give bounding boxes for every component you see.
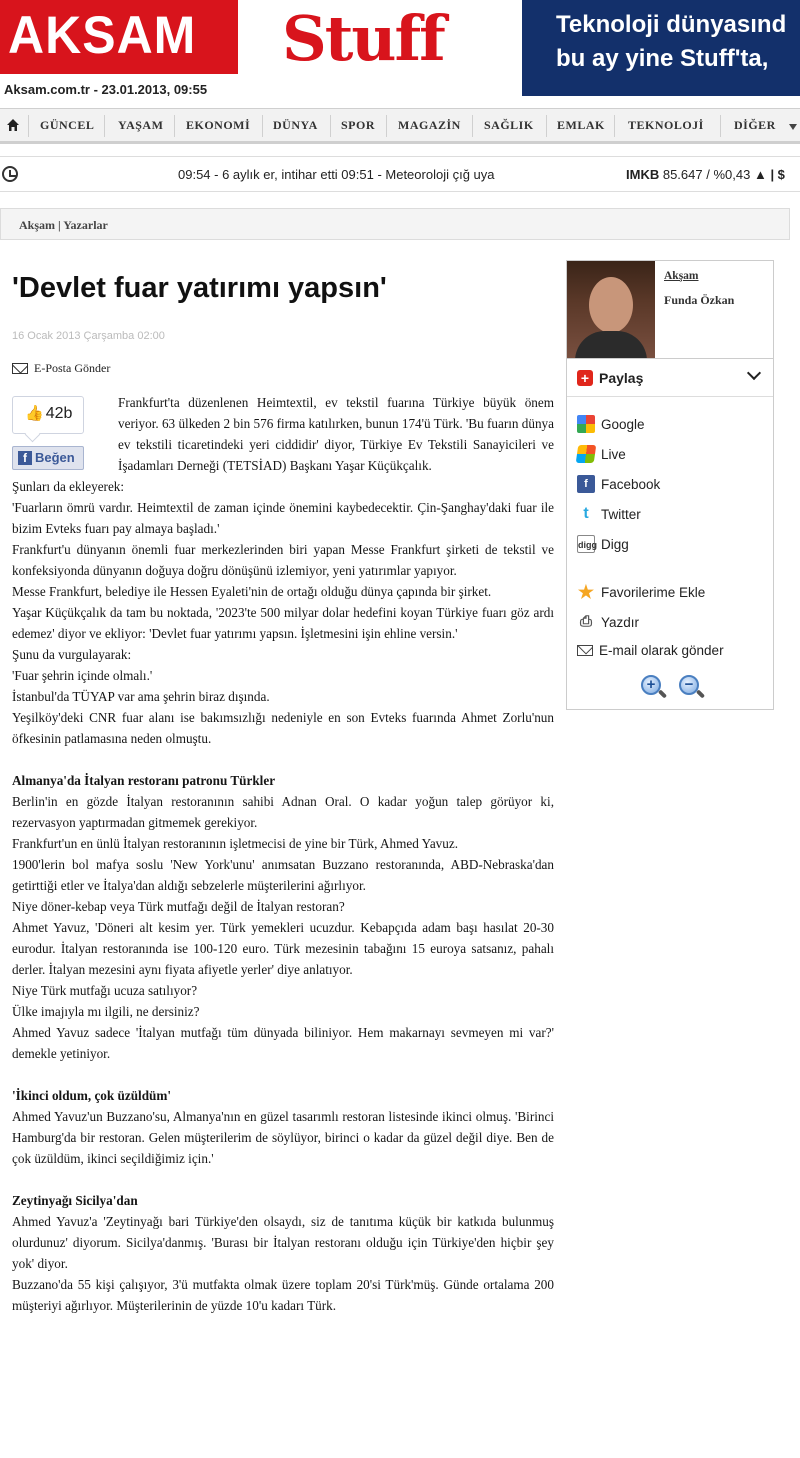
paragraph: Berlin'in en gözde İtalyan restoranının sahibi Adnan Oral. O kadar yoğun talep görüyor ki, rezervasyon yaptırmadan gitmemek gerekiyor. <box>12 794 554 830</box>
nav-divider <box>330 115 331 137</box>
nav-divider <box>28 115 29 137</box>
nav-item-magazin[interactable]: MAGAZİN <box>398 118 461 132</box>
imkb-label: IMKB <box>626 167 660 182</box>
promo-line-2: bu ay yine Stuff'ta, <box>556 45 769 72</box>
section-heading: Zeytinyağı Sicilya'dan <box>12 1193 138 1208</box>
action-label: Yazdır <box>601 614 640 630</box>
facebook-icon: f <box>18 451 32 465</box>
share-item-label: Facebook <box>601 476 661 492</box>
section-heading: 'İkinci oldum, çok üzüldüm' <box>12 1088 172 1103</box>
email-share-link[interactable] <box>577 643 724 658</box>
share-item-label: Digg <box>601 536 629 552</box>
author-card[interactable] <box>566 260 774 360</box>
nav-item-guncel[interactable]: GÜNCEL <box>40 118 95 132</box>
paragraph: Yaşar Küçükçalık da tam bu noktada, '2023'te 500 milyar dolar hedefini koyan Türkiye fuarı göz ardı edemez' diyor ve ekliyor: 'Devlet fuar yatırımı yapsın. İşletmesini işin ehline versin.' <box>12 605 554 641</box>
promo-line-1: Teknoloji dünyasınd <box>556 11 787 38</box>
paragraph: İstanbul'da TÜYAP var ama şehrin biraz dışında. <box>12 689 270 704</box>
paragraph: 'Fuar şehrin içinde olmalı.' <box>12 668 153 683</box>
plus-icon: + <box>577 370 593 386</box>
nav-divider <box>614 115 615 137</box>
trend-up-icon: ▲ <box>753 167 767 182</box>
section-heading: Almanya'da İtalyan restoranı patronu Türkler <box>12 773 276 788</box>
zoom-in-icon: + <box>641 675 661 695</box>
stuff-ad-logo[interactable]: Stuff <box>282 2 444 75</box>
article-title: 'Devlet fuar yatırımı yapsın' <box>12 272 387 304</box>
stuff-promo-banner[interactable] <box>522 0 800 96</box>
paragraph: Ahmed Yavuz'un Buzzano'su, Almanya'nın en güzel tasarımlı restoran listesinde ikinci olmuş. 'Birinci Hamburg'da bir restoran. Gelen müşterilerim de söylüyor, birinci o kadar da güzel değil diye. Ben de çok üzüldüm, ikinci seçildiğimiz için.' <box>12 1109 554 1166</box>
paragraph: Frankfurt'un en ünlü İtalyan restoranının işletmecisi de yine bir Türk, Ahmed Yavuz. <box>12 836 459 851</box>
share-item-label: Live <box>601 446 626 462</box>
print-link[interactable] <box>577 613 639 631</box>
site-date-line: Aksam.com.tr - 23.01.2013, 09:55 <box>4 82 208 97</box>
paragraph: Niye Türk mutfağı ucuza satılıyor? <box>12 983 198 998</box>
zoom-out-icon: − <box>679 675 699 695</box>
imkb-quote <box>626 167 785 182</box>
nav-item-spor[interactable]: SPOR <box>341 118 376 132</box>
google-icon <box>577 415 595 433</box>
paragraph: Frankfurt'u dünyanın önemli fuar merkezlerinden biri yapan Messe Frankfurt şirketi de tekstil ve konfeksiyonda dünyanın doğuya doğru dönüşünü izlemiyor, yeni yatırımlar yapıyor. <box>12 542 554 578</box>
share-google[interactable] <box>577 415 645 433</box>
paragraph: Frankfurt'ta düzenlenen Heimtextil, ev tekstil fuarına Türkiye büyük önem veriyor. 63 ülkeden 2 bin 576 firma katılırken, bunun 174'ü Türk. 'Bu fuarın dünya ev tekstili ticaretindeki yeri ciddidir' diyor, Türkiye Ev Tekstili Sanayicileri ve İşadamları Derneği (TETSİAD) Başkanı Yaşar Küçükçalık. <box>118 395 554 473</box>
envelope-icon <box>577 645 593 656</box>
paragraph: Şunu da vurgulayarak: <box>12 647 132 662</box>
action-label: Favorilerime Ekle <box>601 584 706 600</box>
author-shoulders <box>575 331 647 361</box>
windows-live-icon <box>576 445 597 463</box>
paragraph: Ahmed Yavuz'a 'Zeytinyağı bari Türkiye'den olsaydı, siz de tanıtıma küçük bir katkıda bulunmuş olurdunuz' diyorum. Sicilya'danmış. 'Burası bir İtalyan restoranı olduğu için Türkiye'den hiçbir şey yok' diyor. <box>12 1214 554 1271</box>
nav-item-teknoloji[interactable]: TEKNOLOJİ <box>628 118 704 132</box>
paragraph: Niye döner-kebap veya Türk mutfağı değil de İtalyan restoran? <box>12 899 345 914</box>
digg-icon: digg <box>577 535 595 553</box>
like-button-label: Beğen <box>35 450 75 465</box>
home-icon[interactable] <box>6 118 20 132</box>
nav-item-yasam[interactable]: YAŞAM <box>118 118 164 132</box>
author-face <box>589 277 633 333</box>
nav-item-diger[interactable]: DİĞER <box>734 118 776 132</box>
email-send-label: E-Posta Gönder <box>34 361 111 375</box>
news-ticker <box>0 156 800 192</box>
nav-item-ekonomi[interactable]: EKONOMİ <box>186 118 251 132</box>
nav-divider <box>104 115 105 137</box>
nav-item-saglik[interactable]: SAĞLIK <box>484 118 534 132</box>
paragraph: Yeşilköy'deki CNR fuar alanı ise bakımsızlığı nedeniyle en son Evteks fuarında Ahmet Zorlu'nun öfkesinin patlamasına neden olmuştu. <box>12 710 554 746</box>
facebook-icon: f <box>577 475 595 493</box>
nav-divider <box>386 115 387 137</box>
paragraph: Ahmed Yavuz sadece 'İtalyan mutfağı tüm dünyada biliniyor. Hem makarnayı sevmeyen mi var?' demekle yetiniyor. <box>12 1025 554 1061</box>
share-header[interactable] <box>567 359 773 397</box>
like-count: 42b <box>45 405 73 422</box>
paragraph: Buzzano'da 55 kişi çalışıyor, 3'ü mutfakta olmak üzere toplam 20'si Türk'müş. Günde ortalama 200 müşteriyi ağırlıyor. Müşterilerinin de yüzde 10'u kadarı Türk. <box>12 1277 554 1313</box>
breadcrumb-bar <box>0 208 790 240</box>
share-digg[interactable] <box>577 535 629 553</box>
aksam-logo-text: AKSAM <box>8 5 197 65</box>
add-favorites-link[interactable] <box>577 583 705 601</box>
clock-icon <box>2 166 18 182</box>
article-date: 16 Ocak 2013 Çarşamba 02:00 <box>12 330 165 342</box>
share-item-label: Google <box>601 416 645 432</box>
nav-divider <box>720 115 721 137</box>
paragraph: Şunları da ekleyerek: <box>12 479 125 494</box>
ticker-headlines[interactable]: 09:54 - 6 aylık er, intihar etti 09:51 - Meteoroloji çığ uya <box>178 167 495 182</box>
action-label: E-mail olarak gönder <box>599 643 724 658</box>
chevron-down-icon[interactable] <box>789 124 797 130</box>
share-facebook[interactable] <box>577 475 660 493</box>
nav-item-dunya[interactable]: DÜNYA <box>273 118 318 132</box>
nav-divider <box>262 115 263 137</box>
main-nav <box>0 108 800 144</box>
article-body <box>12 392 554 1316</box>
share-panel <box>566 358 774 710</box>
nav-divider <box>174 115 175 137</box>
printer-icon: ⎙ <box>579 613 592 630</box>
nav-divider <box>472 115 473 137</box>
chevron-down-icon[interactable] <box>747 366 761 380</box>
author-source-link[interactable]: Akşam <box>664 270 699 282</box>
paragraph: Ülke imajıyla mı ilgili, ne dersiniz? <box>12 1004 200 1019</box>
star-icon: ★ <box>577 582 595 602</box>
breadcrumb[interactable]: Akşam | Yazarlar <box>19 218 108 232</box>
paragraph: 1900'lerin bol mafya soslu 'New York'unu' anımsatan Buzzano restoranında, ABD-Nebraska'dan getirttiği etler ve İtalya'dan aldığı sebzelerle müşterilerini ağırlıyor. <box>12 857 554 893</box>
author-name[interactable]: Funda Özkan <box>664 293 735 307</box>
aksam-logo[interactable] <box>0 0 238 74</box>
nav-item-emlak[interactable]: EMLAK <box>557 118 605 132</box>
email-send-link[interactable] <box>12 361 110 376</box>
paragraph: Ahmet Yavuz, 'Döneri alt kesim yer. Türk yemekleri ucuzdur. Kebapçıda adam başı hasılat 20-30 eurodur. İtalyan restoranında ise 100-120 euro. Türk mezesinin tabağını 15 euroya satsanız, pahalı derler. İtalyan mezesini aynı fiyata afiyetle yerler' diye anlatıyor. <box>12 920 554 977</box>
currency-label: | $ <box>770 167 785 182</box>
paragraph: Messe Frankfurt, belediye ile Hessen Eyaleti'nin de ortağı olduğu dünya çapında bir şirket. <box>12 584 492 599</box>
share-item-label: Twitter <box>601 506 641 522</box>
nav-divider <box>546 115 547 137</box>
share-title: Paylaş <box>599 370 644 386</box>
author-photo[interactable] <box>567 261 655 361</box>
magnifier-handle <box>696 689 705 698</box>
share-live[interactable] <box>577 445 626 463</box>
thumbs-up-icon: 👍 <box>25 405 44 422</box>
twitter-icon: t <box>583 505 589 522</box>
envelope-icon <box>12 363 28 374</box>
share-twitter[interactable] <box>577 505 641 523</box>
paragraph: 'Fuarların ömrü vardır. Heimtextil de zaman içinde önemini kaybedecektir. Çin-Şanghay'daki fuar ile bizim Evteks fuarı pay almaya başladı.' <box>12 500 554 536</box>
zoom-in-button[interactable] <box>641 675 667 701</box>
imkb-value: 85.647 / %0,43 <box>662 167 751 182</box>
magnifier-handle <box>658 689 667 698</box>
zoom-out-button[interactable] <box>679 675 705 701</box>
